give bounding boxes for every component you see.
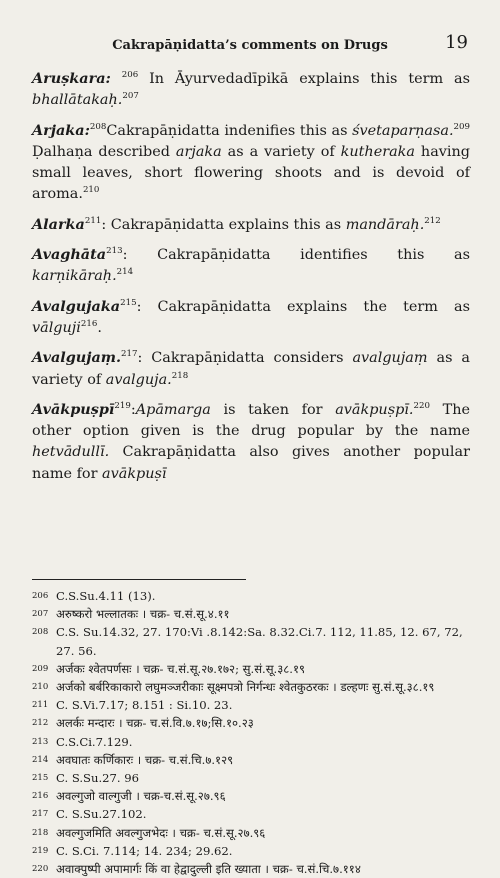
text: : Cakrapāṇidatta considers bbox=[137, 350, 353, 367]
footnote-ref: 210 bbox=[82, 185, 100, 196]
text: is taken for bbox=[210, 401, 336, 418]
italic-text: vālguji bbox=[32, 319, 81, 336]
italic-text: avākpuṣī bbox=[102, 465, 167, 482]
text: : Cakrapāṇidatta explains this as bbox=[101, 216, 346, 233]
main-text bbox=[32, 68, 470, 493]
footnote-ref: 207 bbox=[122, 91, 139, 102]
text: : bbox=[130, 401, 136, 418]
text: : Cakrapāṇidatta explains the term as bbox=[136, 298, 470, 315]
header-title: Cakrapāṇidatta’s comments on Drugs bbox=[112, 38, 388, 53]
footnote-number: 212 bbox=[32, 718, 49, 729]
text: . bbox=[97, 319, 102, 336]
footnote-217 bbox=[32, 805, 470, 823]
footnote-text: अलर्कः मन्दारः । चक्र- च.सं.वि.७.१७;सि.१०.२३ bbox=[56, 716, 254, 731]
footnote-separator bbox=[32, 579, 246, 580]
footnote-214 bbox=[32, 751, 470, 769]
italic-text: mandāraḥ. bbox=[345, 216, 425, 233]
entry-1 bbox=[32, 68, 470, 112]
text: having small leaves, short flowering shoots and is devoid of aroma. bbox=[32, 143, 470, 203]
footnote-text: अवल्गुजमिति अवल्गुजभेदः । चक्र- च.सं.सू.२७.९६ bbox=[56, 825, 266, 840]
footnote-ref: 212 bbox=[424, 215, 441, 226]
footnote-text: अवल्गुजो वाल्गुजी । चक्र-च.सं.सू.२७.९६ bbox=[56, 789, 226, 804]
footnotes bbox=[32, 587, 470, 878]
footnote-text: C. S.Vi.7.17; 8.151 : Si.10. 23. bbox=[56, 698, 233, 713]
footnote-number: 217 bbox=[32, 809, 49, 820]
footnote-ref: 213 bbox=[106, 246, 123, 257]
entry-3 bbox=[32, 214, 470, 236]
footnote-number: 220 bbox=[32, 864, 49, 875]
footnote-206 bbox=[32, 587, 470, 605]
footnote-text: अरुष्करो भल्लातकः । चक्र- च.सं.सू.४.११ bbox=[56, 607, 230, 622]
footnote-ref: 209 bbox=[453, 121, 470, 132]
footnote-ref: 215 bbox=[120, 297, 137, 308]
footnote-number: 219 bbox=[32, 845, 49, 856]
italic-text: avalgujaṃ bbox=[352, 350, 428, 367]
footnote-text: C.S.Su.4.11 (13). bbox=[56, 589, 156, 603]
text: The other option given is the drug popular by the name bbox=[32, 401, 470, 440]
footnote-ref: 216 bbox=[80, 319, 98, 330]
footnote-209 bbox=[32, 660, 470, 678]
footnote-number: 211 bbox=[32, 700, 49, 711]
footnote-text: C. S.Ci. 7.114; 14. 234; 29.62. bbox=[56, 843, 233, 858]
footnote-number: 208 bbox=[32, 627, 49, 638]
footnote-ref: 208 bbox=[89, 121, 107, 132]
footnote-208 bbox=[32, 623, 470, 659]
footnote-ref: 206 bbox=[121, 70, 139, 81]
italic-text: Apāmarga bbox=[135, 401, 211, 418]
footnote-211 bbox=[32, 696, 470, 714]
footnote-text: अर्जको बर्बरिकाकारो लघुमञ्जरीकाः सूक्ष्मपत्रो निर्गन्धः श्वेतकुठरकः । डल्हणः सु.सं.सू.३८.१९ bbox=[56, 680, 435, 695]
italic-text: arjaka bbox=[175, 143, 222, 160]
text bbox=[111, 71, 122, 87]
footnote-text: अर्जकः श्वेतपर्णसः । चक्र- च.सं.सू.२७.१७२; सु.सं.सू.३८.१९ bbox=[56, 661, 306, 676]
footnote-210 bbox=[32, 678, 470, 696]
italic-text: avākpuṣpī. bbox=[335, 401, 414, 418]
entry-term: Avalgujaṃ. bbox=[32, 349, 122, 367]
footnote-ref: 211 bbox=[84, 215, 102, 226]
text: Cakrapāṇidatta also gives another popular name for bbox=[32, 444, 470, 482]
entry-term: Avalgujaka bbox=[32, 297, 121, 315]
footnote-213 bbox=[32, 733, 470, 751]
italic-text: śvetaparṇasa. bbox=[352, 122, 454, 139]
entry-4 bbox=[32, 244, 470, 288]
italic-text: bhallātakaḥ. bbox=[32, 92, 123, 109]
footnote-number: 215 bbox=[32, 773, 49, 784]
footnote-220 bbox=[32, 860, 470, 878]
text: In Āyurvedadīpikā explains this term as bbox=[138, 71, 470, 87]
footnote-216 bbox=[32, 787, 470, 805]
footnote-number: 210 bbox=[32, 682, 49, 693]
footnote-number: 209 bbox=[32, 663, 49, 674]
footnote-text: C.S.Ci.7.129. bbox=[56, 734, 133, 749]
footnote-text: C.S. Su.14.32, 27. 170:Vi .8.142:Sa. 8.32.Ci.7. 112, 11.85, 12. 67, 72, 27. 56. bbox=[56, 625, 463, 658]
entry-5 bbox=[32, 296, 470, 340]
text: Cakrapāṇidatta indenifies this as bbox=[106, 122, 353, 139]
footnote-ref: 218 bbox=[171, 370, 189, 381]
footnote-ref: 217 bbox=[121, 349, 138, 360]
footnote-207 bbox=[32, 605, 470, 623]
footnote-218 bbox=[32, 824, 470, 842]
entry-term: Alarka bbox=[32, 215, 85, 233]
footnote-text: अवघातः कर्णिकारः । चक्र- च.सं.चि.७.१२९ bbox=[56, 752, 234, 767]
text: : Cakrapāṇidatta identifies this as bbox=[122, 247, 470, 264]
footnote-ref: 220 bbox=[413, 401, 430, 412]
footnote-ref: 219 bbox=[114, 401, 131, 412]
text: as a variety of bbox=[221, 143, 341, 160]
footnote-text: अवाक्पुष्पी अपामार्गः किं वा हेद्वादुल्ली इति ख्याता । चक्र- च.सं.चि.७.११४ bbox=[56, 862, 361, 877]
text: as a variety of bbox=[32, 350, 470, 388]
footnote-text: C. S.Su.27.102. bbox=[56, 807, 147, 822]
running-header bbox=[0, 30, 500, 60]
footnote-number: 218 bbox=[32, 827, 49, 838]
entry-term: Avaghāta bbox=[32, 246, 107, 264]
footnote-number: 214 bbox=[32, 754, 49, 765]
italic-text: avalguja. bbox=[105, 371, 172, 388]
footnote-text: C. S.Su.27. 96 bbox=[56, 771, 140, 786]
italic-text: hetvādullī. bbox=[32, 444, 110, 461]
italic-text: kutheraka bbox=[340, 143, 415, 160]
entry-2 bbox=[32, 120, 470, 206]
footnote-ref: 214 bbox=[116, 267, 134, 278]
entry-term: Avākpuṣpī bbox=[32, 400, 115, 418]
text: Ḍalhaṇa described bbox=[32, 143, 176, 160]
footnote-number: 213 bbox=[32, 736, 49, 747]
footnote-number: 206 bbox=[32, 591, 49, 601]
footnote-number: 207 bbox=[32, 609, 49, 620]
footnote-212 bbox=[32, 714, 470, 732]
entry-6 bbox=[32, 347, 470, 391]
entry-term: Aruṣkara: bbox=[32, 70, 111, 87]
entry-term: Arjaka: bbox=[32, 121, 90, 139]
entry-7 bbox=[32, 399, 470, 485]
page-number: 19 bbox=[445, 32, 468, 53]
italic-text: karṇikāraḥ. bbox=[32, 268, 117, 285]
footnote-219 bbox=[32, 842, 470, 860]
footnote-number: 216 bbox=[32, 791, 49, 802]
